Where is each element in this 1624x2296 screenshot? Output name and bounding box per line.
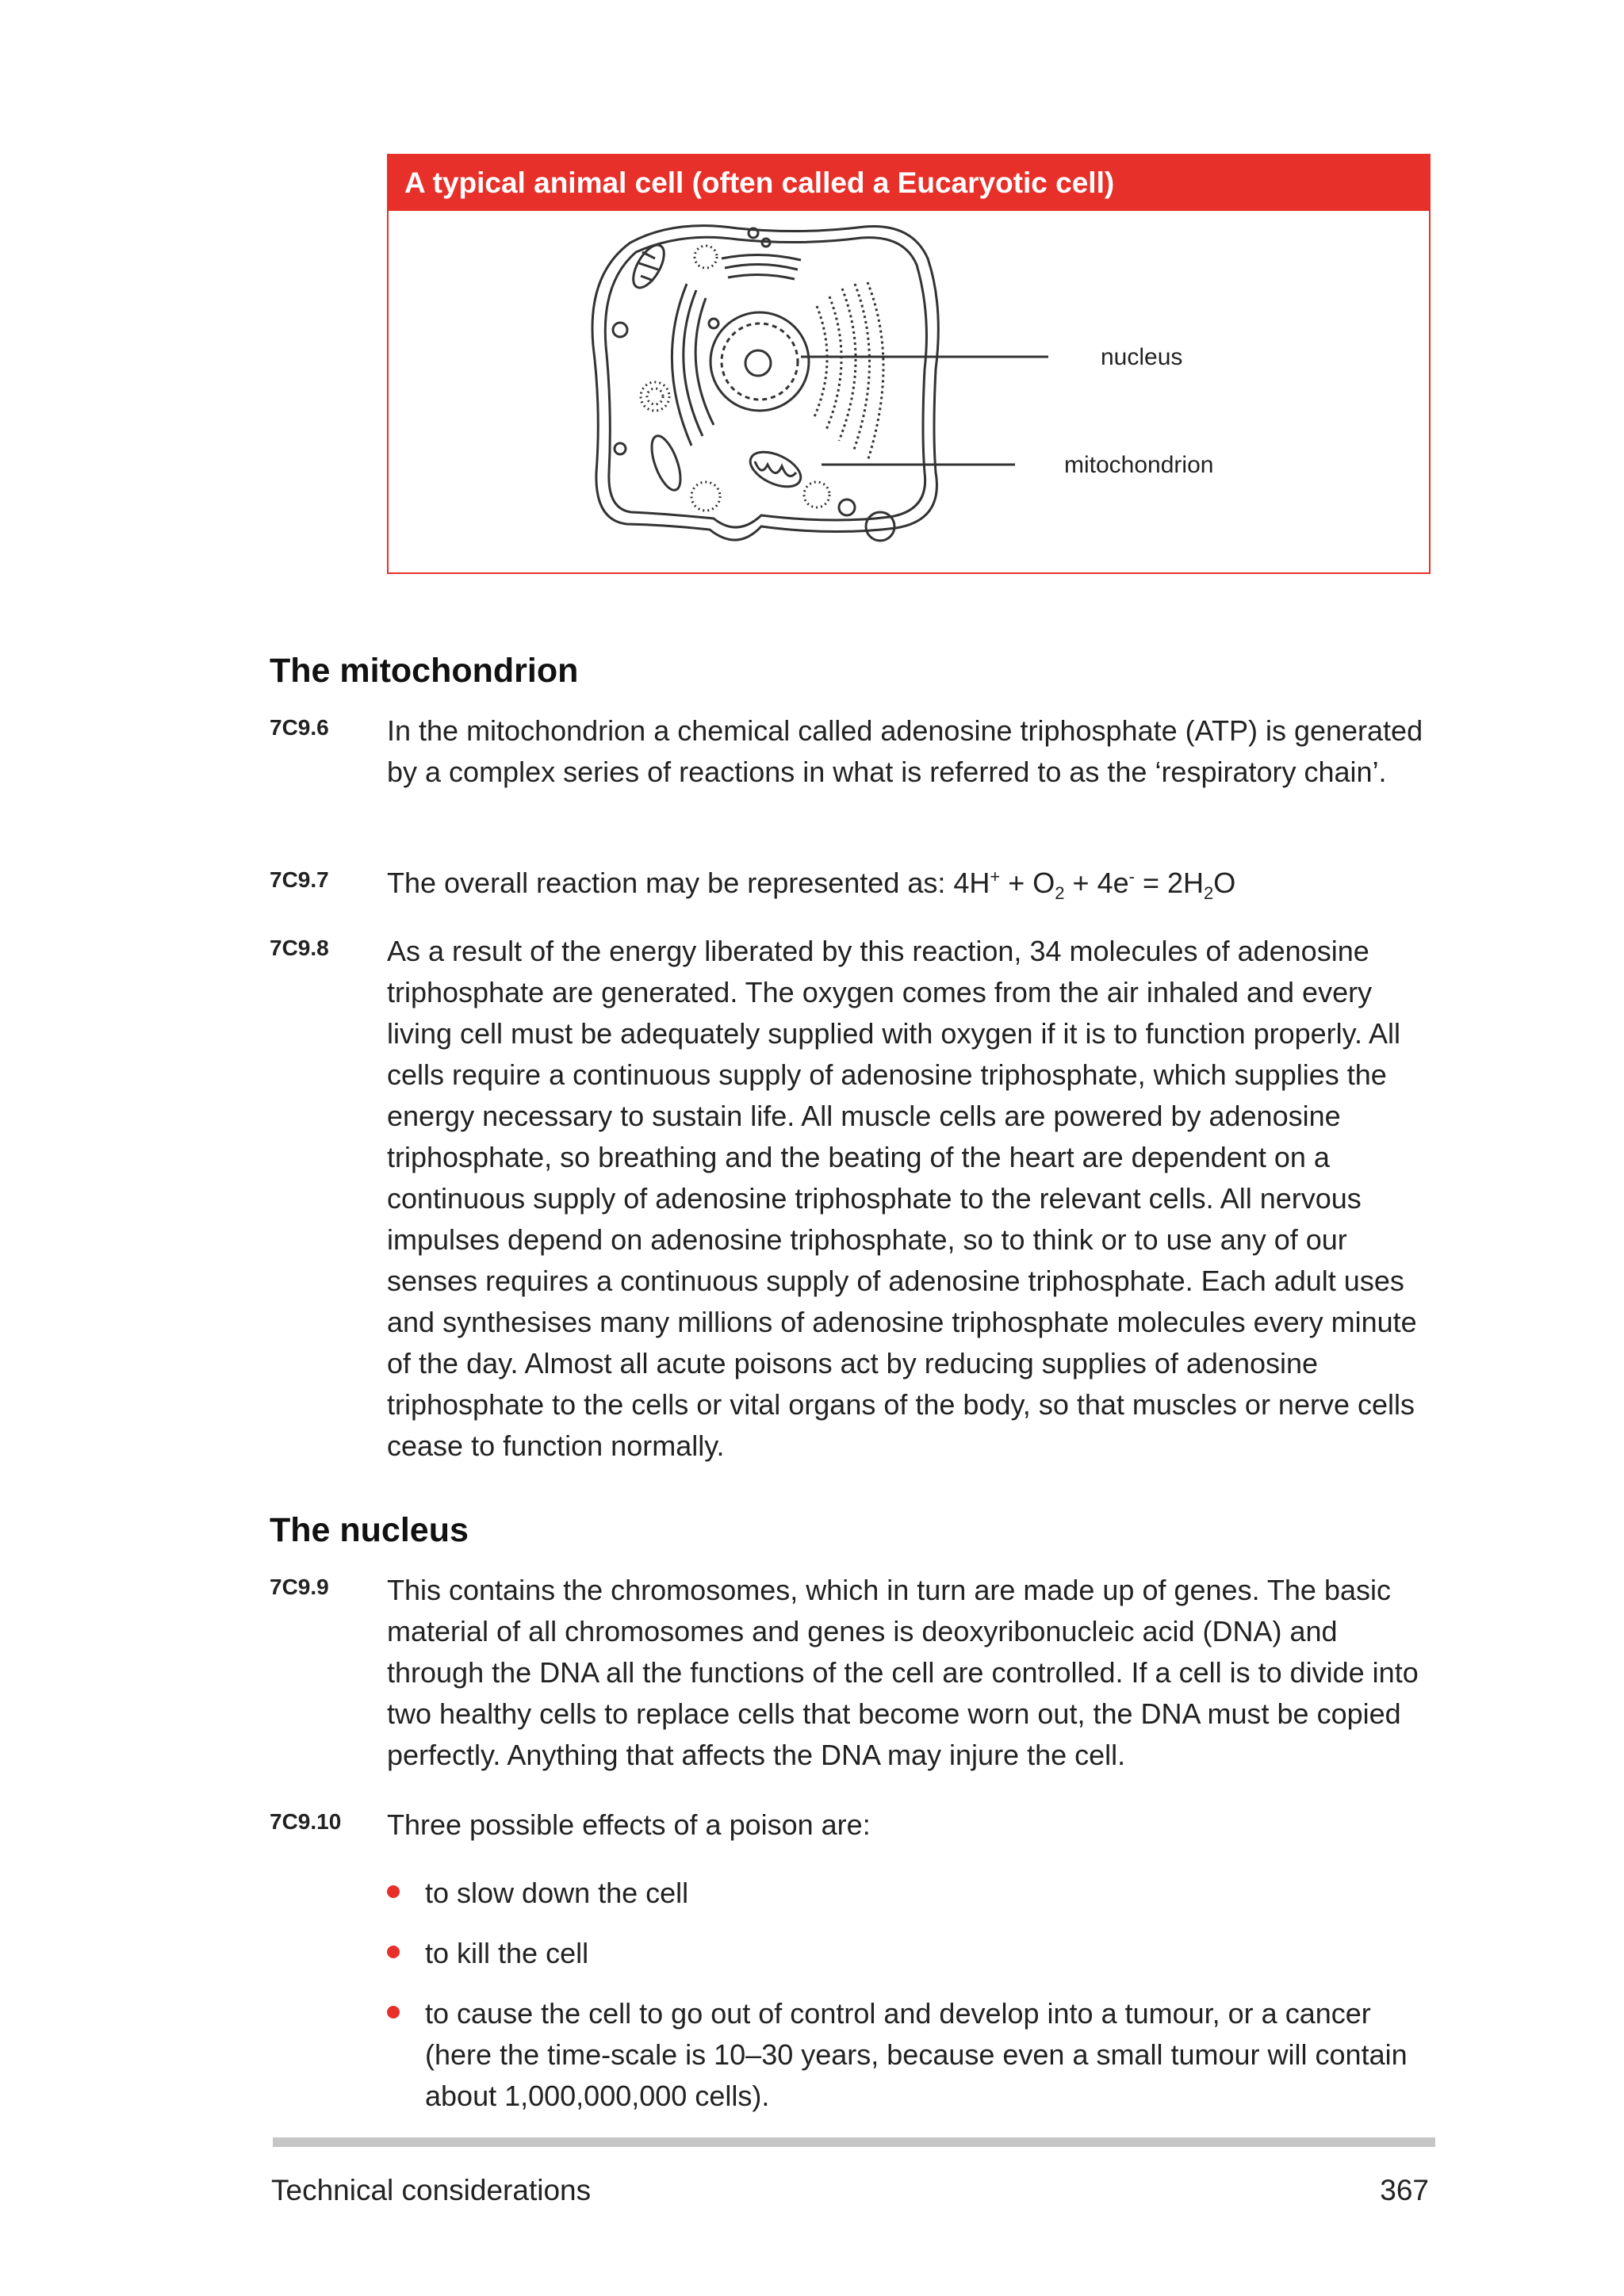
bullet-dot-icon <box>387 2006 400 2019</box>
paragraph-number: 7C9.7 <box>270 867 329 892</box>
mitochondrion-label: mitochondrion <box>1064 452 1214 478</box>
footer-title: Technical considerations <box>271 2174 592 2206</box>
page-number: 367 <box>1380 2174 1429 2206</box>
section-heading-mitochondrion: The mitochondrion <box>270 652 579 690</box>
paragraph-text: Three possible effects of a poison are: <box>387 1808 871 1841</box>
section-heading-nucleus: The nucleus <box>270 1511 469 1549</box>
paragraph-number: 7C9.8 <box>270 936 329 960</box>
paragraph-number: 7C9.10 <box>270 1809 342 1834</box>
nucleus-label: nucleus <box>1101 344 1183 370</box>
cell-figure <box>387 154 1431 574</box>
reaction-equation: The overall reaction may be represented as: $4H^+ + O_2 + 4e^- = 2H_2O$ <box>387 867 1236 904</box>
paragraph-number: 7C9.6 <box>270 715 329 740</box>
paragraph-number: 7C9.9 <box>270 1575 329 1599</box>
paragraph-text: As a result of the energy liberated by this reaction, 34 molecules of adenosine triphosphate are generated. The oxygen comes from the air inhaled and every living cell must be adequately supplied with oxygen if it is to function properly. All cells require a continuous supply of adenosine triphosphate, which supplies the energy necessary to sustain life. All muscle cells are powered by adenosine triphosphate, so breathing and the beating of the heart are dependent on a continuous supply of adenosine triphosphate to the relevant cells. All nervous impulses depend on adenosine triphosphate, so to think or to use any of our senses requires a continuous supply of adenosine triphosphate. Each adult uses and synthesises many millions of adenosine triphosphate molecules every minute of the day. Almost all acute poisons act by reducing supplies of adenosine triphosphate to the cells or vital organs of the body, so that muscles or nerve cells cease to function normally. <box>387 935 1417 1462</box>
footer-rule <box>273 2137 1435 2147</box>
bullet-dot-icon <box>387 1946 400 1958</box>
paragraph-text: This contains the chromosomes, which in turn are made up of genes. The basic material of all chromosomes and genes is deoxyribonucleic acid (DNA) and through the DNA all the functions of the cell are controlled. If a cell is to divide into two healthy cells to replace cells that become worn out, the DNA must be copied perfectly. Anything that affects the DNA may injure the cell. <box>387 1574 1419 1771</box>
paragraph-text: In the mitochondrion a chemical called adenosine triphosphate (ATP) is generated by a complex series of reactions in what is referred to as the ‘respiratory chain’. <box>387 714 1423 788</box>
bullet-dot-icon <box>387 1885 400 1898</box>
figure-caption: A typical animal cell (often called a Eucaryotic cell) <box>389 155 1429 211</box>
animal-cell-diagram <box>389 211 1429 572</box>
